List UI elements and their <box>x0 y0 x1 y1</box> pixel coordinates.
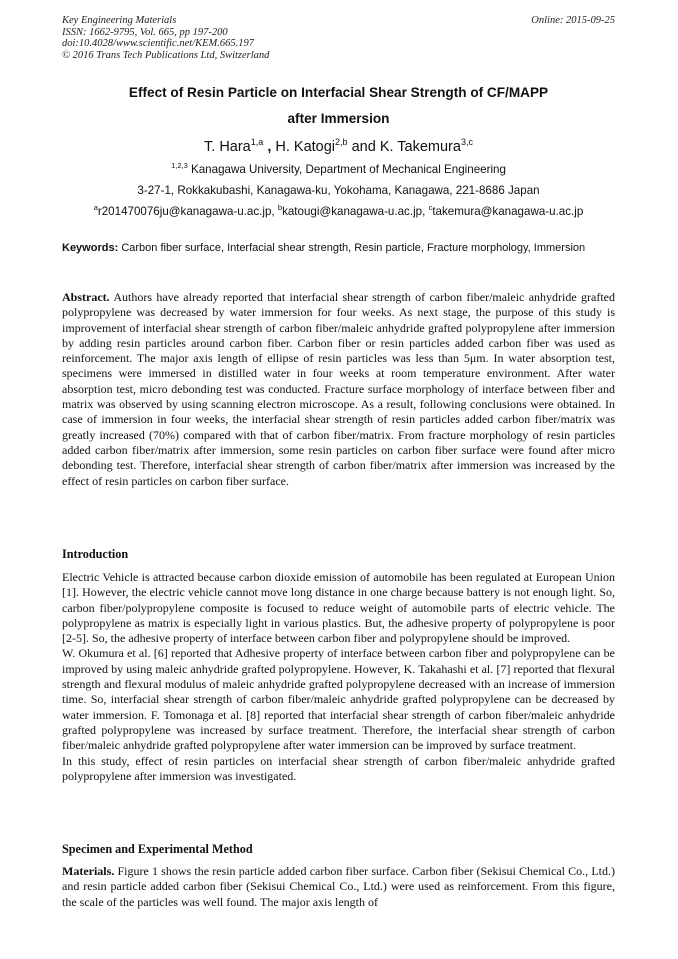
keywords-label: Keywords: <box>62 242 119 254</box>
issn-line: ISSN: 1662-9795, Vol. 665, pp 197-200 <box>62 26 228 38</box>
introduction-heading: Introduction <box>62 547 129 561</box>
method-body <box>62 864 615 910</box>
author-emails <box>62 205 615 219</box>
affiliation-address: 3-27-1, Rokkakubashi, Kanagawa-ku, Yokohama, Kanagawa, 221-8686 Japan <box>137 184 540 197</box>
abstract-block <box>62 290 615 489</box>
keywords-block <box>62 241 615 256</box>
author-superscript: 1,a <box>250 137 264 148</box>
title-line-2: after Immersion <box>287 111 390 126</box>
email-superscript: a <box>93 203 98 213</box>
paper-title <box>62 80 615 132</box>
author-name: T. Hara <box>204 139 251 155</box>
abstract-label: Abstract. <box>62 290 110 304</box>
keywords-text: Carbon fiber surface, Interfacial shear strength, Resin particle, Fracture morphology, Immersion <box>121 242 586 254</box>
affiliation-superscript: 1,2,3 <box>171 161 188 171</box>
introduction-body <box>62 570 615 784</box>
abstract-text: Authors have already reported that interfacial shear strength of carbon fiber/maleic anhydride grafted polypropylene was decreased by water immersion for four weeks. As next stage, the purpose of this study is improvement of interfacial shear strength of carbon fiber/maleic anhydride grafted polypropylene after immersion by adding resin particles around carbon fiber. Carbon fiber or resin particles added carbon fiber was used as reinforcement. The major axis length of ellipse of resin particles was less than 5μm. In water absorption test, specimens were immersed in distilled water in four weeks at room temperature environment. After water absorption test, micro debonding test was conducted. Fracture surface morphology of interface between fiber and matrix was observed by using scanning electron microscope. As a result, following conclusions were obtained. In case of immersion in four weeks, the interfacial shear strength of resin particles added carbon fiber/matrix was greatly increased (70%) compared with that of carbon fiber/matrix. From fracture morphology of resin particles added carbon fiber/matrix after immersion, some resin particles on carbon fiber surface were found after micro debonding test. Therefore, interfacial shear strength of carbon fiber/matrix after immersion was increased by the effect of resin particles on carbon fiber surface. <box>62 290 615 488</box>
materials-text: Figure 1 shows the resin particle added carbon fiber surface. Carbon fiber (Sekisui Chemical Co., Ltd.) and resin particle added carbon fiber (Sekisui Chemical Co., Ltd.) were used as reinforcement. From this figure, the scale of the particles was well found. The major axis length of <box>62 864 616 909</box>
author-name: H. Katogi <box>275 139 336 155</box>
method-heading: Specimen and Experimental Method <box>62 842 253 856</box>
materials-label: Materials. <box>62 864 115 878</box>
doi-line: doi:10.4028/www.scientific.net/KEM.665.197 <box>62 38 254 50</box>
journal-header <box>62 15 615 61</box>
introduction-paragraph: W. Okumura et al. [6] reported that Adhesive property of interface between carbon fiber and polypropylene can be improved by using maleic anhydride grafted polypropylene. However, K. Takahashi et al. [7] reported that flexural strength and flexural modulus of maleic anhydride grafted polypropylene decreased with an increase of immersion time. So, interfacial shear strength of carbon fiber/maleic anhydride grafted polypropylene can be decreased by water immersion. F. Tomonaga et al. [8] reported that interfacial shear strength of carbon fiber/maleic anhydride grafted polypropylene was increased by surface treatment. Therefore, the interfacial shear strength of carbon fiber/maleic anhydride grafted polypropylene after water immersion can be improved by surface treatment. <box>62 646 615 753</box>
email-link[interactable]: r201470076ju@kanagawa-u.ac.jp, <box>97 205 275 218</box>
introduction-paragraph: In this study, effect of resin particles on interfacial shear strength of carbon fiber/maleic anhydride grafted polypropylene after immersion was investigated. <box>62 753 615 783</box>
email-link[interactable]: takemura@kanagawa-u.ac.jp <box>432 205 584 218</box>
email-superscript: b <box>277 203 283 213</box>
journal-name: Key Engineering Materials <box>62 15 177 26</box>
author-list: T. Hara$^{1,a}$ , H. Katogi$^{2,b}$ and K. Takemura$^{3,c}$ <box>204 137 473 155</box>
affiliation-department <box>62 163 615 177</box>
copyright-line: © 2016 Trans Tech Publications Ltd, Switzerland <box>62 49 270 61</box>
department-text: Kanagawa University, Department of Mechanical Engineering <box>191 163 506 176</box>
author-name: K. Takemura <box>379 139 461 155</box>
email-superscript: c <box>428 203 433 213</box>
online-date: Online: 2015-09-25 <box>531 15 615 26</box>
author-superscript: 2,b <box>335 137 348 148</box>
email-link[interactable]: katougi@kanagawa-u.ac.jp, <box>282 205 426 218</box>
introduction-paragraph: Electric Vehicle is attracted because carbon dioxide emission of automobile has been regulated at European Union [1]. However, the electric vehicle cannot move long distance in one charge because battery is not enough light. So, carbon fiber/polypropylene composite is focused to reduce weight of automobile parts of electric vehicle. The polypropylene as matrix is especially light in various plastics. But, the adhesive property of polypropylene is poor [2-5]. So, the adhesive property of interface between carbon fiber and polypropylene should be improved. <box>62 570 615 646</box>
author-superscript: 3,c <box>460 137 473 148</box>
title-line-1: Effect of Resin Particle on Interfacial Shear Strength of CF/MAPP <box>128 85 549 100</box>
